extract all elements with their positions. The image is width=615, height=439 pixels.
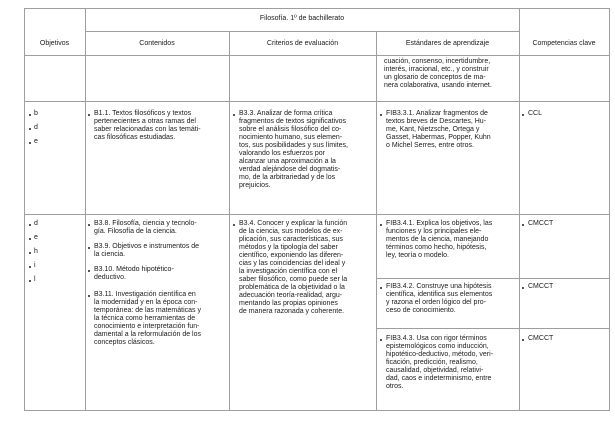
criterio-line: verdad alejándose del dogmatis-	[239, 166, 341, 173]
criterio-line: B3.3. Analizar de forma crítica	[239, 110, 333, 117]
bullet-icon	[29, 142, 31, 144]
contenido-line: B1.1. Textos filosóficos y textos	[94, 110, 192, 117]
bullet-icon	[380, 287, 382, 289]
criterio-line: valorando los esfuerzos por	[239, 150, 325, 157]
contenido-line: B3.11. Investigación científica en	[94, 291, 196, 298]
contenido-line: B3.9. Objetivos e instrumentos de	[94, 243, 200, 250]
bullet-icon	[522, 287, 524, 289]
contenido-line: gía. Filosofía de la ciencia.	[94, 228, 177, 235]
estandar-line: textos breves de Descartes, Hu-	[386, 118, 486, 125]
grid-line-col4	[519, 8, 520, 411]
estandar-line: Gasset, Habermas, Popper, Kuhn	[386, 134, 491, 141]
bullet-icon	[233, 114, 235, 116]
estandar-line: FIB3.4.1. Explica los objetivos, las	[386, 220, 493, 227]
bullet-icon	[88, 114, 90, 116]
objetivo-item: i	[34, 262, 36, 269]
estandar-line: ley, teoría o modelo.	[386, 252, 449, 259]
criterio-line: científico, exponiendo las diferen-	[239, 252, 344, 259]
bullet-icon	[88, 270, 90, 272]
estandar-line: términos como hecho, hipótesis,	[386, 244, 487, 251]
estandar-line: mentos de la ciencia, manejando	[386, 236, 489, 243]
contenido-line: la ciencia.	[94, 251, 126, 258]
contenido-line: cas filosóficas estudiadas.	[94, 134, 176, 141]
contenido-line: B3.8. Filosofía, ciencia y tecnolo-	[94, 220, 197, 227]
header-contenidos: Contenidos	[139, 40, 175, 47]
criterio-line: adecuación teoría-realidad, argu-	[239, 292, 343, 299]
criterio-line: alcanzar una aproximación a la	[239, 158, 336, 165]
estandar-line: científica, identifica sus elementos	[386, 291, 493, 298]
estandar-line: me, Kant, Nietzsche, Ortega y	[386, 126, 480, 133]
grid-line-header-bottom	[24, 55, 610, 56]
objetivo-item: e	[34, 234, 38, 241]
criterio-line: nocimiento humano, sus elemen-	[239, 134, 343, 141]
bullet-icon	[88, 295, 90, 297]
estandar-line: dad, caos e indeterminismo, entre	[386, 375, 492, 382]
contenido-line: conceptos clásicos.	[94, 339, 155, 346]
header-objetivos: Objetivos	[39, 40, 70, 47]
estandar-line: causalidad, objetividad, relativi-	[386, 367, 484, 374]
criterio-line: mentando las propias opiniones	[239, 300, 338, 307]
grid-line-left	[24, 8, 25, 411]
estandar-line: epistemológicos como inducción,	[386, 343, 489, 350]
grid-line-top	[24, 8, 610, 9]
bullet-icon	[522, 114, 524, 116]
header-competencias: Competencias clave	[532, 40, 596, 47]
objetivo-item: b	[34, 110, 38, 117]
criterio-line: plicación, sus características, sus	[239, 236, 343, 243]
criterio-line: mo, de la arbitrariedad y de los	[239, 174, 336, 181]
estandar-line: nera colaborativa, usando internet.	[384, 82, 492, 89]
estandar-line: FIB3.4.3. Usa con rigor términos	[386, 335, 487, 342]
contenido-line: la técnica como herramientas de	[94, 315, 196, 322]
objetivo-item: d	[34, 220, 38, 227]
objetivo-item: e	[34, 138, 38, 145]
grid-line-bottom	[24, 410, 610, 411]
bullet-icon	[88, 224, 90, 226]
estandar-line: hipotético-deductivo, método, veri-	[386, 351, 493, 358]
objetivo-item: d	[34, 124, 38, 131]
bullet-icon	[380, 339, 382, 341]
grid-line-col1	[85, 8, 86, 411]
grid-line-std1-bottom	[376, 278, 610, 279]
grid-line-title-bottom	[85, 31, 519, 32]
estandar-line: y razona el orden lógico del pro-	[386, 299, 487, 306]
criterio-line: de la ciencia, sus modelos de ex-	[239, 228, 343, 235]
contenido-line: conocimiento e interpretación fun-	[94, 323, 200, 330]
estandar-line: otros.	[386, 383, 404, 390]
criterio-line: fragmentos de textos significativos	[239, 118, 346, 125]
estandar-line: ficación, predicción, realismo,	[386, 359, 478, 366]
contenido-line: damental a la reformulación de los	[94, 331, 202, 338]
criterio-line: la investigación científica con el	[239, 268, 338, 275]
bullet-icon	[29, 280, 31, 282]
header-criterios: Criterios de evaluación	[266, 40, 339, 47]
bullet-icon	[29, 114, 31, 116]
competencia-label: CMCCT	[528, 283, 554, 290]
estandar-line: o Michel Serres, entre otros.	[386, 142, 474, 149]
criterio-line: B3.4. Conocer y explicar la función	[239, 220, 348, 227]
bullet-icon	[380, 114, 382, 116]
bullet-icon	[233, 224, 235, 226]
competencia-label: CMCCT	[528, 220, 554, 227]
bullet-icon	[522, 224, 524, 226]
criterio-line: de manera razonada y coherente.	[239, 308, 345, 315]
estandar-line: FIB3.3.1. Analizar fragmentos de	[386, 110, 488, 117]
criterio-line: cias y las coincidencias del ideal y	[239, 260, 346, 267]
grid-line-right	[609, 8, 610, 411]
contenido-line: temporánea: de las matemáticas y	[94, 307, 201, 314]
header-estandares: Estándares de aprendizaje	[405, 40, 490, 47]
bullet-icon	[88, 247, 90, 249]
estandar-line: interés, irracional, etc., y construir	[384, 66, 489, 73]
contenido-line: pertenecientes a otras ramas del	[94, 118, 196, 125]
contenido-line: saber relacionadas con las temáti-	[94, 126, 201, 133]
table-title: Filosofía. 1º de bachillerato	[259, 15, 345, 22]
estandar-line: cuación, consenso, incertidumbre,	[384, 58, 491, 65]
criterio-line: saber filosófico, como puede ser la	[239, 276, 348, 283]
bullet-icon	[522, 339, 524, 341]
objetivo-item: h	[34, 248, 38, 255]
competencia-label: CCL	[528, 110, 543, 117]
criterio-line: métodos y la tipología del saber	[239, 244, 338, 251]
estandar-line: FIB3.4.2. Construye una hipótesis	[386, 283, 492, 290]
contenido-line: deductivo.	[94, 274, 126, 281]
contenido-line: la modernidad y en la época con-	[94, 299, 198, 306]
bullet-icon	[29, 224, 31, 226]
grid-line-col2	[229, 31, 230, 411]
grid-line-row0-bottom	[24, 101, 610, 102]
bullet-icon	[29, 128, 31, 130]
estandar-line: ceso de conocimiento.	[386, 307, 456, 314]
bullet-icon	[380, 224, 382, 226]
criterio-line: problemática de la objetividad o la	[239, 284, 345, 291]
bullet-icon	[29, 252, 31, 254]
grid-line-row1-bottom	[24, 214, 610, 215]
bullet-icon	[29, 266, 31, 268]
criterio-line: sobre el análisis filosófico del co-	[239, 126, 342, 133]
objetivo-item: l	[34, 276, 36, 283]
grid-line-std2-bottom	[376, 328, 610, 329]
estandar-line: funciones y los principales ele-	[386, 228, 482, 235]
estandar-line: un glosario de conceptos de ma-	[384, 74, 486, 81]
criterio-line: prejuicios.	[239, 182, 271, 189]
competencia-label: CMCCT	[528, 335, 554, 342]
criterio-line: tos, sus posibilidades y sus límites,	[239, 142, 348, 149]
contenido-line: B3.10. Método hipotético-	[94, 266, 174, 273]
bullet-icon	[29, 238, 31, 240]
grid-line-col3	[376, 31, 377, 411]
